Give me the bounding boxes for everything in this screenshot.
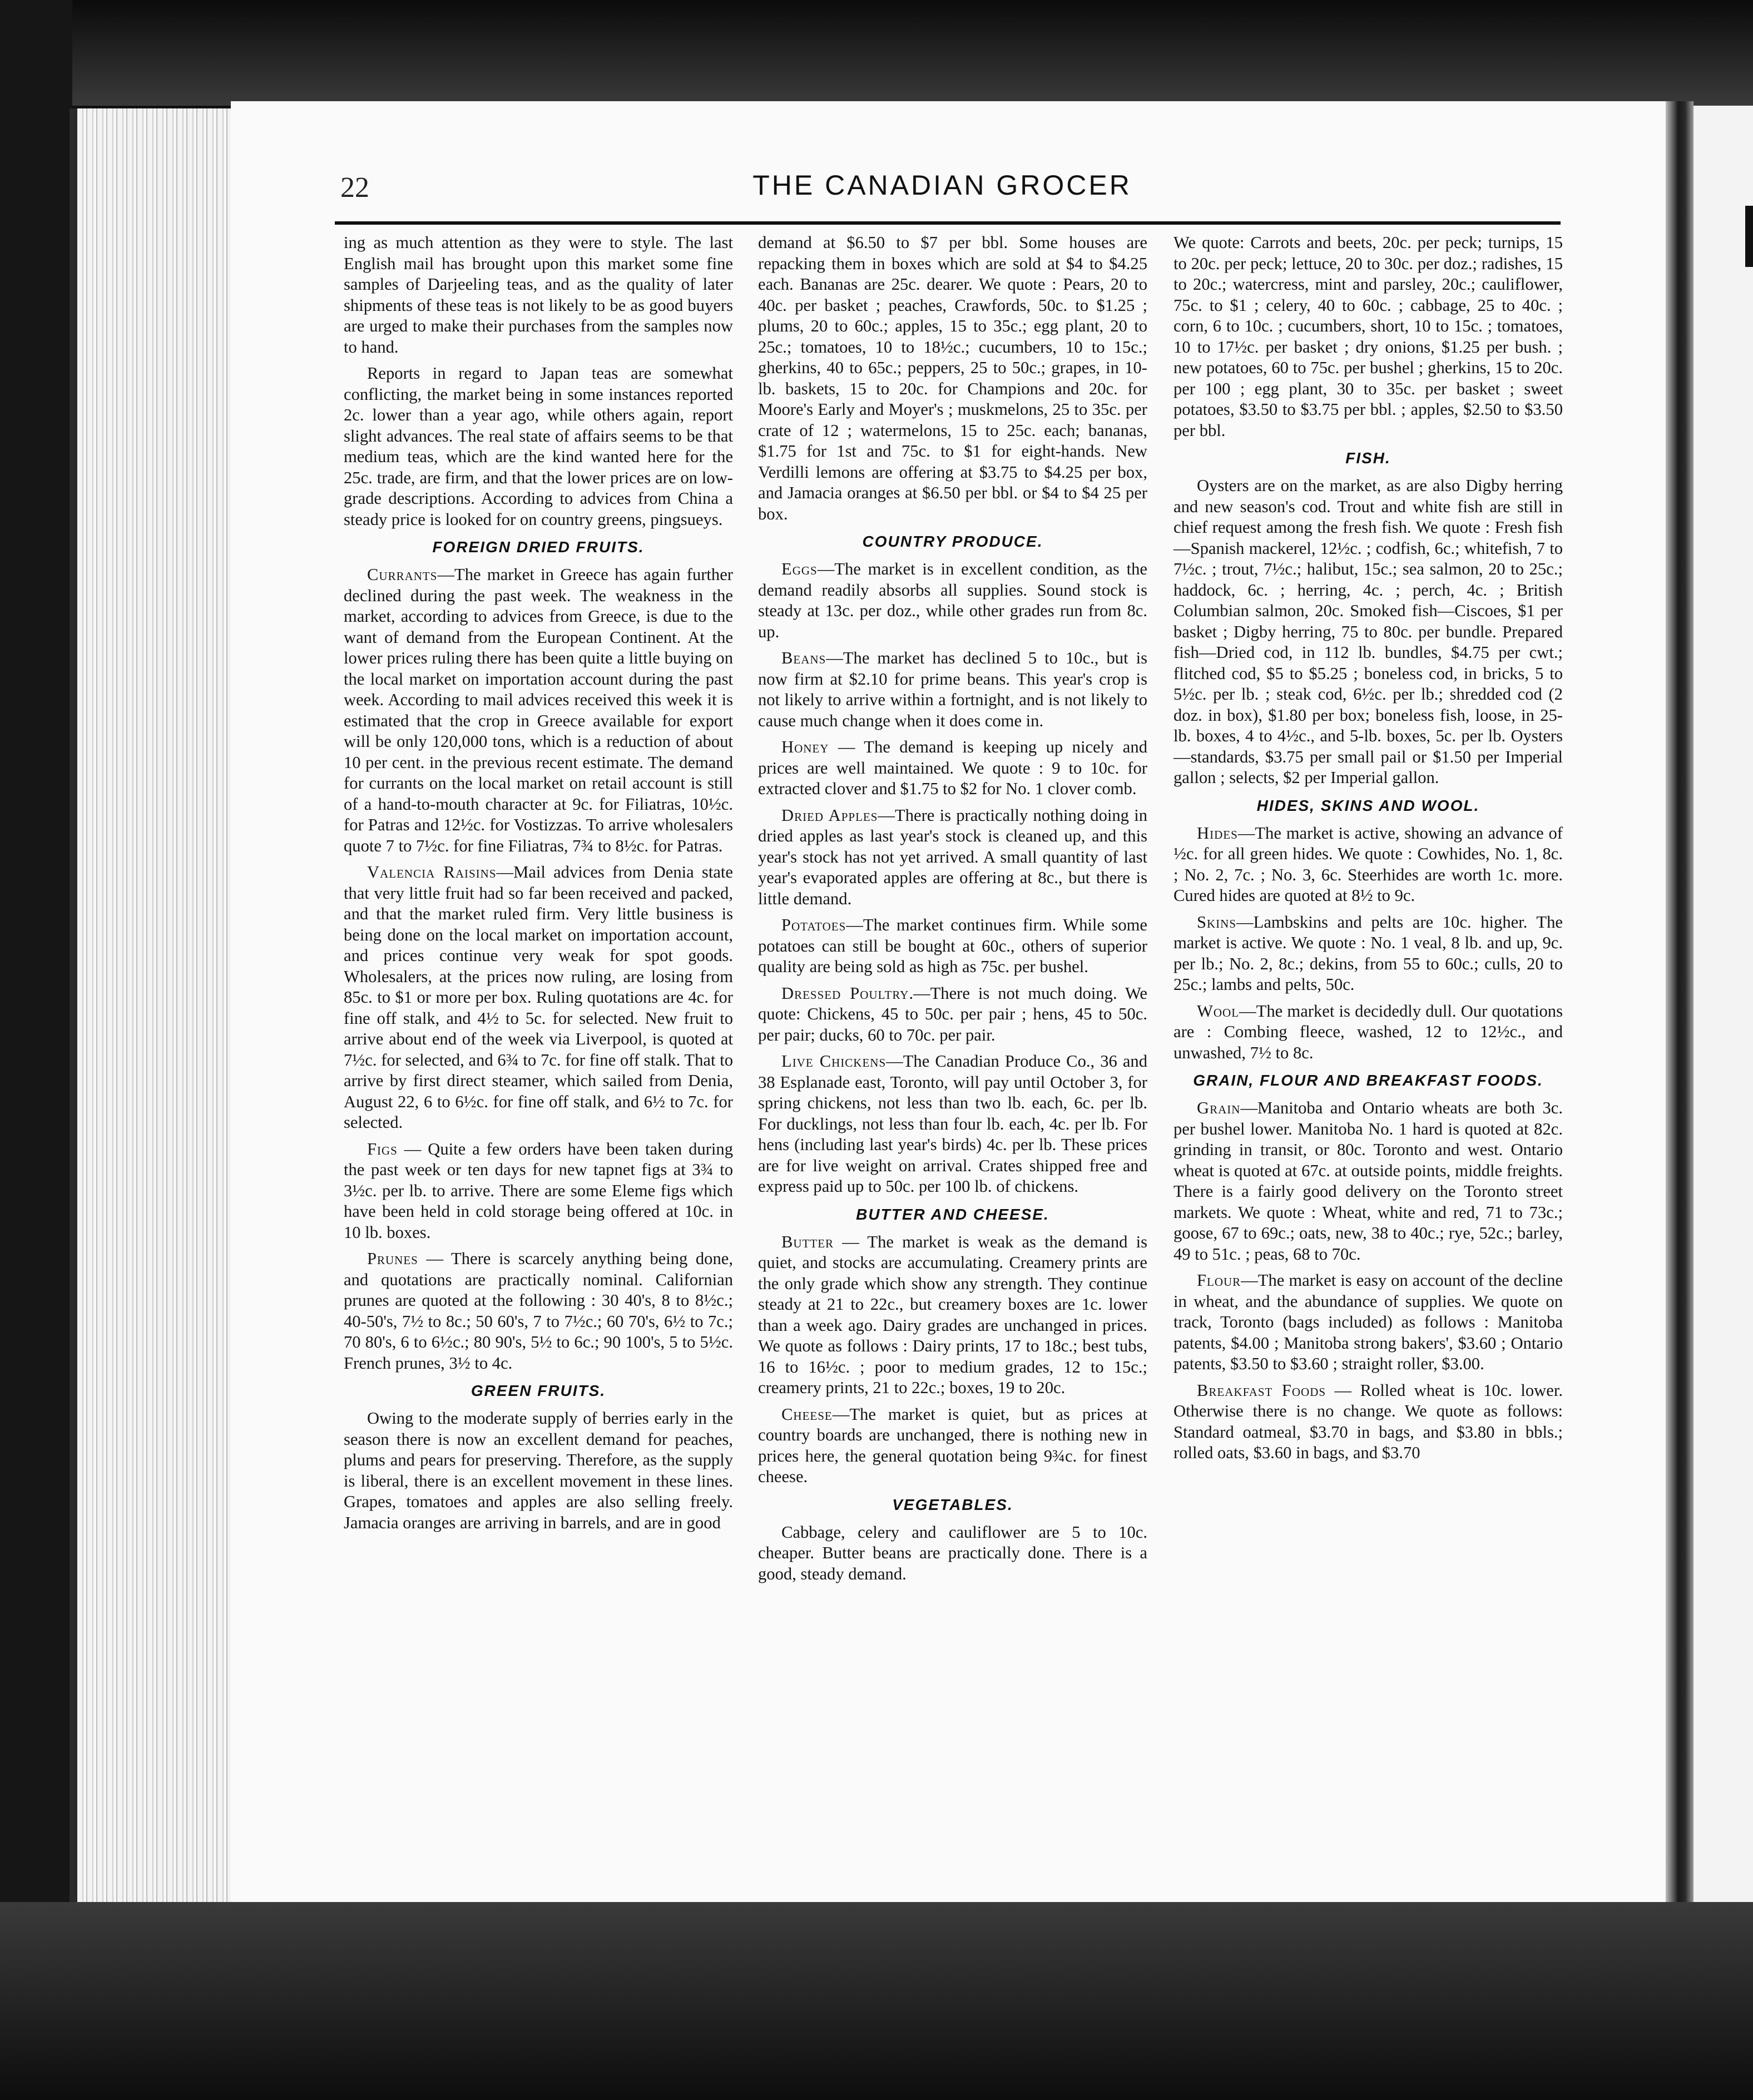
page-header — [324, 167, 1561, 206]
paragraph-text: — The demand is keeping up nicely and prices are well maintained. We quote : 9 to 10c. for extracted clover and $1.75 to $2 for No. 1 clover comb. — [758, 737, 1147, 798]
paragraph-lead-term: Hides — [1197, 823, 1238, 843]
article-paragraph — [344, 1249, 733, 1374]
paragraph-lead-term: Butter — [781, 1232, 834, 1251]
book-page-edges — [70, 108, 239, 1905]
paragraph-text: —The market is easy on account of the decline in wheat, and the abundance of supplies. We quote on track, Toronto (bags included) as follows : Manitoba patents, $4.00 ; Manitoba strong bakers', $3.60 ; Ontario patents, $3.50 to $3.60 ; straight roller, $3.00. — [1173, 1271, 1563, 1373]
article-paragraph — [758, 232, 1147, 524]
paragraph-lead-term: Eggs — [781, 559, 818, 578]
paragraph-lead-term: Flour — [1197, 1271, 1241, 1290]
paragraph-text: —The market is active, showing an advance of ½c. for all green hides. We quote : Cowhides, No. 1, 8c. ; No. 2, 7c. ; No. 3, 6c. Steerhides are worth 1c. more. Cured hides are quoted at 8½ to 9c. — [1173, 823, 1563, 905]
article-paragraph — [1173, 476, 1563, 789]
paragraph-text: demand at $6.50 to $7 per bbl. Some houses are repacking them in boxes which are sold at $4 to $4.25 each. Bananas are 25c. dearer. We quote : Pears, 20 to 40c. per basket ; peaches, Crawfords, 50c. to $1.25 ; plums, 20 to 60c.; apples, 15 to 35c.; egg plant, 20 to 25c.; tomatoes, 10 to 18½c.; cucumbers, 10 to 15c.; gherkins, 40 to 65c.; peppers, 25 to 50c.; grapes, in 10-lb. baskets, 15 to 20c. for Champions and 20c. for Moore's Early and Moyer's ; muskmelons, 25 to 35c. per crate of 12 ; watermelons, 15 to 25c. each; bananas, $1.75 for 1st and 75c. to $1 for eight-hands. New Verdilli lemons are offering at $3.75 to $4.25 per box, and Jamacia oranges at $6.50 per bbl. or $4 to $4 25 per box. — [758, 233, 1147, 523]
paragraph-lead-term: Figs — [367, 1139, 398, 1158]
article-paragraph — [758, 983, 1147, 1046]
section-heading: COUNTRY PRODUCE. — [862, 533, 1043, 550]
article-paragraph — [1173, 912, 1563, 995]
article-paragraph — [1173, 823, 1563, 907]
scan-bottom-shadow — [0, 1902, 1753, 2100]
paragraph-text: — Rolled wheat is 10c. lower. Otherwise there is no change. We quote as follows: Standard oatmeal, $3.70 in bags, and $3.80 in bbls.; rolled oats, $3.60 in bags, and $3.70 — [1173, 1380, 1563, 1462]
article-paragraph — [758, 559, 1147, 642]
paragraph-lead-term: Skins — [1197, 912, 1237, 932]
paragraph-text: Cabbage, celery and cauliflower are 5 to 10c. cheaper. Butter beans are practically done. There is a good, steady demand. — [758, 1522, 1147, 1583]
section-heading: GREEN FRUITS. — [471, 1382, 606, 1399]
paragraph-lead-term: Honey — [781, 737, 829, 756]
paragraph-text: —The market is quiet, but as prices at country boards are unchanged, there is nothing new in prices here, the general quotation being 9¾c. for finest cheese. — [758, 1404, 1147, 1486]
article-paragraph — [758, 648, 1147, 731]
article-paragraph — [758, 915, 1147, 978]
paragraph-text: —Manitoba and Ontario wheats are both 3c. per bushel lower. Manitoba No. 1 hard is quoted at 82c. grinding in transit, or 80c. Toronto and west. Ontario wheat is quoted at 67c. at outside points, middle freights. There is a fairly good delivery on the Toronto street markets. We quote : Wheat, white and red, 71 to 73c.; goose, 67 to 69c.; oats, new, 38 to 40c.; rye, 52c.; barley, 49 to 51c. ; peas, 68 to 70c. — [1173, 1098, 1563, 1264]
article-paragraph — [1173, 1098, 1563, 1265]
paragraph-text: ing as much attention as they were to style. The last English mail has brought upon this market some fine samples of Darjeeling teas, and as the quality of later shipments of these teas is not likely to be as good buyers are urged to make their purchases from the samples now to hand. — [344, 233, 733, 356]
paragraph-text: —The market is decidedly dull. Our quotations are : Combing fleece, washed, 12 to 12½c., and unwashed, 7½ to 8c. — [1173, 1001, 1563, 1062]
article-paragraph — [344, 1139, 733, 1244]
scan-left-background — [0, 0, 72, 2100]
facing-page-mark — [1745, 206, 1753, 267]
article-paragraph — [1173, 1380, 1563, 1464]
paragraph-text: —There is practically nothing doing in dried apples as last year's stock is cleaned up, and this year's stock has not yet arrived. A small quantity of last year's evaporated apples are offering at 8c., but there is little demand. — [758, 805, 1147, 908]
article-paragraph — [758, 1522, 1147, 1585]
paragraph-text: —Lambskins and pelts are 10c. higher. The market is active. We quote : No. 1 veal, 8 lb. and up, 9c. per lb.; No. 2, 8c.; dekins, from 55 to 60c.; culls, 20 to 25c.; lambs and pelts, 50c. — [1173, 912, 1563, 994]
paragraph-text: —The Canadian Produce Co., 36 and 38 Esplanade east, Toronto, will pay until October 3, for spring chickens, not less than two lb. each, 6c. per lb. For ducklings, not less than four lb. each, 4c. per lb. For hens (including last year's birds) 4c. per lb. These prices are for live weight on arrival. Crates shipped free and express paid up to 50c. per 100 lb. of chickens. — [758, 1052, 1148, 1196]
paragraph-text: We quote: Carrots and beets, 20c. per peck; turnips, 15 to 20c. per peck; lettuce, 20 to 30c. per doz.; radishes, 15 to 20c.; watercress, mint and parsley, 20c.; cauliflower, 75c. to $1 ; celery, 40 to 60c. ; cabbage, 25 to 40c. ; corn, 6 to 10c. ; cucumbers, short, 10 to 15c. ; tomatoes, 10 to 17½c. per basket ; dry onions, $1.25 per bush. ; new potatoes, 60 to 75c. per bushel ; gherkins, 15 to 20c. per 100 ; egg plant, 30 to 35c. per basket ; sweet potatoes, $3.50 to $3.75 per bbl. ; apples, $2.50 to $3.50 per bbl. — [1173, 233, 1563, 440]
section-heading: BUTTER AND CHEESE. — [856, 1205, 1049, 1223]
column-1 — [344, 232, 733, 1539]
paragraph-lead-term: Valencia Raisins — [367, 863, 497, 881]
page-number: 22 — [340, 172, 369, 204]
scan-top-shadow — [0, 0, 1753, 106]
facing-page — [1693, 106, 1753, 1902]
paragraph-lead-term: Dressed Poultry — [781, 983, 909, 1003]
article-paragraph — [758, 1404, 1147, 1488]
article-paragraph — [344, 862, 733, 1133]
section-heading: FOREIGN DRIED FRUITS. — [432, 538, 645, 556]
paragraph-text: —The market in Greece has again further declined during the past week. The weakness in the market, according to advices from Greece, is due to the want of demand from the European Continent. At the lower prices ruling there has been quite a little buying on the local market on importation account during the past week. According to mail advices received this week it is estimated that the crop in Greece available for export will be only 120,000 tons, which is a reduction of about 10 per cent. in the previous recent estimate. The demand for currants on the local market on retail account is still of a hand-to-mouth character at 9c. for Filiatras, 10½c. for Patras and 12½c. for Vostizzas. To arrive wholesalers quote 7 to 7½c. for fine Filiatras, 7¾ to 8½c. for Patras. — [344, 565, 733, 855]
paragraph-lead-term: Prunes — [367, 1249, 418, 1268]
paragraph-text: —Mail advices from Denia state that very little fruit had so far been received and packed, and that the market ruled firm. Very little business is being done on the local market on importation account, and prices continue very weak for spot goods. Wholesalers, at the prices now ruling, are losing from 85c. to $1 or more per box. Ruling quotations are 4c. for fine off stalk, and 4½ to 5c. for selected. New fruit to arrive about end of the week via Liverpool, is quoted at 7½c. for selected, and 6¾ to 7c. for fine off stalk. That to arrive by first direct steamer, which sailed from Denia, August 22, 6 to 6½c. for fine off stalk, and 6½ to 7c. for selected. — [344, 863, 733, 1132]
section-heading: HIDES, SKINS AND WOOL. — [1256, 796, 1480, 814]
paragraph-text: — The market is weak as the demand is quiet, and stocks are accumulating. Creamery prints are the only grade which show any strength. They continue steady at 21 to 22c., but creamery boxes are 1c. lower than a week ago. Dairy grades are unchanged in prices. We quote as follows : Dairy prints, 17 to 18c.; best tubs, 16 to 16½c. ; poor to medium grades, 12 to 15c.; creamery prints, 21 to 22c.; boxes, 19 to 20c. — [758, 1232, 1147, 1397]
article-paragraph — [1173, 1001, 1563, 1064]
paragraph-text: Oysters are on the market, as are also Digby herring and new season's cod. Trout and white fish are still in chief request among the fresh fish. We quote : Fresh fish—Spanish mackerel, 12½c. ; codfish, 6c.; whitefish, 7 to 7½c. ; trout, 7½c.; halibut, 15c.; sea salmon, 20 to 25c.; haddock, 6c. ; herring, 4c. ; perch, 4c. ; British Columbian salmon, 20c. Smoked fish—Ciscoes, $1 per basket ; Digby herring, 75 to 80c. per bundle. Prepared fish—Dried cod, in 112 lb. bundles, $4.75 per cwt.; flitched cod, $5 to $5.25 ; boneless cod, in bricks, 5 to 5½c. per lb. ; steak cod, 6½c. per lb.; shredded cod (2 doz. in box), $1.80 per box; boneless fish, loose, in 25-lb. boxes, 4 to 4½c., and 5-lb. boxes, 5c. per lb. Oysters—standards, $3.75 per small pail or $1.50 per Imperial gallon ; selects, $2 per Imperial gallon. — [1173, 476, 1563, 787]
paragraph-text: —The market has declined 5 to 10c., but is now firm at $2.10 for prime beans. This year's crop is not likely to arrive within a fortnight, and is not likely to cause much change when it does come in. — [758, 648, 1147, 730]
paragraph-lead-term: Cheese — [781, 1404, 833, 1424]
paragraph-text: —The market is in excellent condition, as the demand readily absorbs all supplies. Sound stock is steady at 13c. per doz., while other grades run from 8c. up. — [758, 559, 1147, 641]
paragraph-text: —The market continues firm. While some potatoes can still be bought at 60c., others of superior quality are being sold as high as 75c. per bushel. — [758, 915, 1147, 976]
paragraph-text: Reports in regard to Japan teas are somewhat conflicting, the market being in some instances reported 2c. lower than a year ago, while others again, report slight advances. The real state of affairs seems to be that medium teas, which are the kind wanted here for the 25c. trade, are firm, and that the lower prices are on low-grade descriptions. According to advices from China a steady price is looked for on country greens, pingsueys. — [344, 364, 733, 529]
article-paragraph — [758, 1051, 1147, 1197]
article-paragraph — [344, 564, 733, 856]
article-paragraph — [344, 363, 733, 530]
paragraph-lead-term: Dried Apples — [781, 805, 878, 825]
paragraph-text: — There is scarcely anything being done, and quotations are practically nominal. Californian prunes are quoted at the following : 30 40's, 8 to 8½c.; 40-50's, 7½ to 8c.; 50 60's, 7 to 7½c.; 60 70's, 6½ to 7c.; 70 80's, 6 to 6½c.; 80 90's, 5½ to 6c.; 90 100's, 5 to 5½c. French prunes, 3½ to 4c. — [344, 1249, 733, 1373]
paragraph-lead-term: Beans — [781, 648, 826, 667]
paragraph-text: Owing to the moderate supply of berries early in the season there is now an excellent demand for peaches, plums and pears for preserving. Therefore, as the supply is liberal, there is an excellent movement in these lines. Grapes, tomatoes and apples are also selling freely. Jamacia oranges are arriving in barrels, and are in good — [344, 1409, 733, 1532]
header-rule — [335, 221, 1561, 225]
article-paragraph — [344, 1408, 733, 1533]
publication-title: THE CANADIAN GROCER — [752, 170, 1132, 201]
column-3 — [1173, 232, 1563, 1469]
article-paragraph — [1173, 232, 1563, 441]
paragraph-lead-term: Currants — [367, 565, 438, 584]
book-gutter — [1666, 101, 1693, 1909]
paragraph-lead-term: Wool — [1197, 1001, 1240, 1021]
paragraph-lead-term: Live Chickens — [781, 1052, 887, 1071]
paragraph-text: — Quite a few orders have been taken during the past week or ten days for new tapnet figs at 3¾ to 3½c. per lb. to arrive. There are some Eleme figs which have been held in cold storage being offered at 10c. in 10 lb. boxes. — [344, 1139, 733, 1242]
article-paragraph — [758, 805, 1147, 910]
paragraph-lead-term: Grain — [1197, 1098, 1241, 1117]
article-paragraph — [344, 232, 733, 358]
column-2 — [758, 232, 1147, 1590]
article-paragraph — [758, 737, 1147, 800]
article-paragraph — [758, 1232, 1147, 1399]
section-heading: FISH. — [1345, 449, 1391, 467]
paragraph-text: .—There is not much doing. We quote: Chickens, 45 to 50c. per pair ; hens, 45 to 50c. per pair; ducks, 60 to 70c. per pair. — [758, 983, 1148, 1044]
section-heading: VEGETABLES. — [892, 1495, 1013, 1513]
paragraph-lead-term: Breakfast Foods — [1197, 1380, 1326, 1400]
section-heading: GRAIN, FLOUR AND BREAKFAST FOODS. — [1193, 1072, 1543, 1089]
paragraph-lead-term: Potatoes — [781, 915, 846, 934]
article-paragraph — [1173, 1270, 1563, 1375]
